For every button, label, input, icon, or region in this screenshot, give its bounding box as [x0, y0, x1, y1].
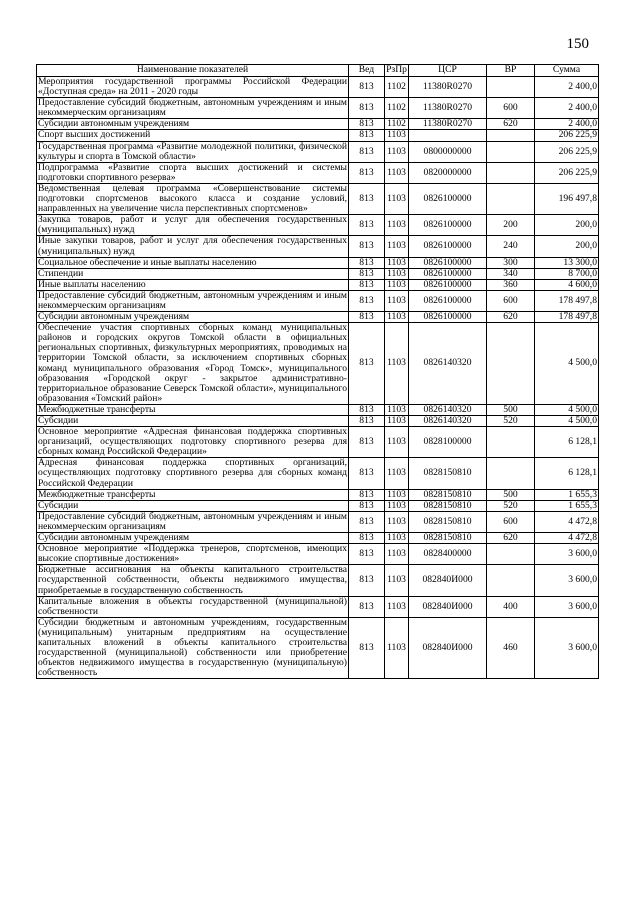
row-sum-cell: 4 500,0 — [535, 416, 599, 427]
header-csr: ЦСР — [409, 65, 487, 77]
table-row — [37, 511, 599, 532]
row-rzpr-cell: 1103 — [385, 312, 409, 323]
row-name-cell: Бюджетные ассигнования на объекты капитального строительства государственной собственности, объекты недвижимого имущества, приобретаемые в государственную собственность — [38, 564, 347, 596]
row-name-cell: Предоставление субсидий бюджетным, автономным учреждениям и иным некоммерческим организациям — [38, 289, 347, 311]
row-rzpr-cell: 1102 — [385, 98, 409, 119]
budget-table — [36, 64, 599, 679]
row-csr-cell: 0826100000 — [409, 215, 487, 236]
table-row — [37, 416, 599, 427]
table-row — [37, 236, 599, 257]
table-row — [37, 617, 599, 679]
row-ved-cell: 813 — [349, 617, 385, 679]
row-csr-cell: 0828400000 — [409, 544, 487, 565]
row-vr-cell: 620 — [487, 533, 535, 544]
row-vr-cell: 520 — [487, 416, 535, 427]
row-ved-cell: 813 — [349, 511, 385, 532]
table-row — [37, 119, 599, 130]
row-sum-cell: 4 500,0 — [535, 404, 599, 415]
table-row — [37, 290, 599, 311]
row-sum-cell: 1 655,3 — [535, 489, 599, 500]
row-rzpr-cell: 1103 — [385, 458, 409, 489]
row-rzpr-cell: 1103 — [385, 416, 409, 427]
row-ved-cell: 813 — [349, 489, 385, 500]
row-vr-cell: 600 — [487, 98, 535, 119]
header-name: Наименование показателей — [37, 65, 349, 77]
row-vr-cell — [487, 183, 535, 214]
row-name-cell: Субсидии автономным учреждениям — [37, 312, 349, 323]
table-row — [37, 404, 599, 415]
row-name-cell: Основное мероприятие «Поддержка тренеров, спортсменов, имеющих высокие спортивные достижения» — [38, 543, 347, 565]
row-rzpr-cell: 1103 — [385, 596, 409, 617]
row-vr-cell: 520 — [487, 500, 535, 511]
row-ved-cell: 813 — [349, 268, 385, 279]
row-vr-cell: 620 — [487, 119, 535, 130]
row-rzpr-cell: 1103 — [385, 427, 409, 458]
row-vr-cell: 600 — [487, 511, 535, 532]
row-csr-cell: 0826140320 — [409, 416, 487, 427]
row-rzpr-cell: 1103 — [385, 500, 409, 511]
row-ved-cell: 813 — [349, 533, 385, 544]
row-name-cell: Адресная финансовая поддержка спортивных организаций, осуществляющих подготовку спортивного резерва для сборных команд Российской Федерации — [38, 457, 347, 489]
row-ved-cell: 813 — [349, 596, 385, 617]
row-rzpr-cell: 1103 — [385, 236, 409, 257]
row-sum-cell: 3 600,0 — [535, 596, 599, 617]
row-csr-cell: 082840И000 — [409, 617, 487, 679]
row-sum-cell: 8 700,0 — [535, 268, 599, 279]
row-csr-cell: 0820000000 — [409, 162, 487, 183]
row-csr-cell: 0826100000 — [409, 268, 487, 279]
row-sum-cell: 6 128,1 — [535, 458, 599, 489]
header-rzpr: РзПр — [386, 64, 407, 76]
row-ved-cell: 813 — [349, 416, 385, 427]
header-ved: Вед — [349, 65, 385, 77]
row-name-cell: Иные выплаты населению — [37, 279, 349, 290]
row-sum-cell: 3 600,0 — [535, 544, 599, 565]
row-csr-cell: 0826100000 — [409, 183, 487, 214]
row-ved-cell: 813 — [349, 404, 385, 415]
row-name-cell: Предоставление субсидий бюджетным, автономным учреждениям и иным некоммерческим организациям — [38, 510, 347, 532]
row-vr-cell: 600 — [487, 290, 535, 311]
row-name-cell: Субсидии автономным учреждениям — [37, 119, 349, 130]
table-row — [37, 130, 599, 141]
row-sum-cell: 206 225,9 — [535, 141, 599, 162]
row-ved-cell: 813 — [349, 162, 385, 183]
row-ved-cell: 813 — [349, 141, 385, 162]
row-sum-cell: 200,0 — [535, 215, 599, 236]
table-row — [37, 427, 599, 458]
row-ved-cell: 813 — [349, 544, 385, 565]
row-ved-cell: 813 — [349, 257, 385, 268]
row-rzpr-cell: 1103 — [385, 162, 409, 183]
row-rzpr-cell: 1103 — [385, 617, 409, 679]
row-sum-cell: 196 497,8 — [535, 183, 599, 214]
row-sum-cell: 4 600,0 — [535, 279, 599, 290]
row-sum-cell: 6 128,1 — [535, 427, 599, 458]
row-ved-cell: 813 — [349, 215, 385, 236]
row-ved-cell: 813 — [349, 500, 385, 511]
row-ved-cell: 813 — [349, 427, 385, 458]
row-rzpr-cell: 1103 — [385, 290, 409, 311]
row-csr-cell: 0800000000 — [409, 141, 487, 162]
row-csr-cell: 0826100000 — [409, 257, 487, 268]
row-name-cell: Мероприятия государственной программы Российской Федерации «Доступная среда» на 2011 - 2020 годы — [38, 76, 347, 98]
row-sum-cell: 200,0 — [535, 236, 599, 257]
row-rzpr-cell: 1103 — [385, 511, 409, 532]
row-vr-cell: 620 — [487, 312, 535, 323]
row-sum-cell: 3 600,0 — [535, 565, 599, 596]
row-sum-cell: 13 300,0 — [535, 257, 599, 268]
row-rzpr-cell: 1103 — [385, 141, 409, 162]
row-name-cell: Государственная программа «Развитие молодежной политики, физической культуры и спорта в Томской области» — [38, 140, 347, 162]
row-name-cell: Субсидии бюджетным и автономным учреждениям, государственным (муниципальным) унитарным предприятиям на осуществление капитальных вложений в объекты капитального строительства государственной (муниципальной) собственности или приобретение объектов недвижимого имущества в государственную (муниципальную) собственность — [38, 616, 347, 679]
row-name-cell: Субсидии автономным учреждениям — [37, 533, 349, 544]
row-ved-cell: 813 — [349, 279, 385, 290]
table-row — [37, 268, 599, 279]
row-csr-cell: 0828150810 — [409, 533, 487, 544]
row-vr-cell — [487, 162, 535, 183]
table-row — [37, 533, 599, 544]
table-row — [37, 458, 599, 489]
row-csr-cell: 0828150810 — [409, 500, 487, 511]
row-csr-cell: 0826100000 — [409, 290, 487, 311]
row-vr-cell: 340 — [487, 268, 535, 279]
row-ved-cell: 813 — [349, 98, 385, 119]
table-row — [37, 257, 599, 268]
row-csr-cell: 082840И000 — [409, 596, 487, 617]
row-name-cell: Спорт высших достижений — [37, 130, 349, 141]
row-ved-cell: 813 — [349, 565, 385, 596]
row-csr-cell: 0826140320 — [409, 323, 487, 405]
row-sum-cell: 4 472,8 — [535, 533, 599, 544]
row-vr-cell: 200 — [487, 215, 535, 236]
page-number: 150 — [566, 36, 589, 52]
table-row — [37, 323, 599, 405]
row-csr-cell: 11380R0270 — [409, 77, 487, 98]
table-row — [37, 489, 599, 500]
row-name-cell: Межбюджетные трансферты — [37, 404, 349, 415]
row-vr-cell: 360 — [487, 279, 535, 290]
row-vr-cell — [487, 323, 535, 405]
table-row — [37, 77, 599, 98]
row-csr-cell: 082840И000 — [409, 565, 487, 596]
row-rzpr-cell: 1103 — [385, 183, 409, 214]
row-ved-cell: 813 — [349, 458, 385, 489]
row-csr-cell: 11380R0270 — [409, 98, 487, 119]
table-row — [37, 312, 599, 323]
table-row — [37, 98, 599, 119]
row-rzpr-cell: 1102 — [385, 77, 409, 98]
row-ved-cell: 813 — [349, 77, 385, 98]
table-row — [37, 279, 599, 290]
row-name-cell: Подпрограмма «Развитие спорта высших достижений и системы подготовки спортивного резерва» — [38, 161, 347, 183]
table-row — [37, 596, 599, 617]
row-name-cell: Закупка товаров, работ и услуг для обеспечения государственных (муниципальных) нужд — [38, 214, 347, 236]
row-name-cell: Основное мероприятие «Адресная финансовая поддержка спортивных организаций, осуществляющих подготовку спортивного резерва для сборных команд Российской Федерации» — [38, 426, 347, 458]
row-name-cell: Субсидии — [37, 500, 349, 511]
row-vr-cell: 400 — [487, 596, 535, 617]
row-sum-cell: 3 600,0 — [535, 617, 599, 679]
table-row — [37, 162, 599, 183]
row-name-cell: Субсидии — [37, 416, 349, 427]
row-vr-cell: 460 — [487, 617, 535, 679]
row-csr-cell — [409, 130, 487, 141]
row-name-cell: Ведомственная целевая программа «Совершенствование системы подготовки спортсменов высокого класса и создание условий, направленных на увеличение числа перспективных спортсменов» — [38, 182, 347, 215]
table-row — [37, 500, 599, 511]
row-name-cell: Межбюджетные трансферты — [37, 489, 349, 500]
row-rzpr-cell: 1103 — [385, 279, 409, 290]
row-csr-cell: 0826100000 — [409, 312, 487, 323]
row-vr-cell: 240 — [487, 236, 535, 257]
row-sum-cell: 1 655,3 — [535, 500, 599, 511]
row-rzpr-cell: 1103 — [385, 215, 409, 236]
row-vr-cell — [487, 458, 535, 489]
table-row — [37, 215, 599, 236]
header-sum: Сумма — [535, 65, 599, 77]
row-sum-cell: 178 497,8 — [535, 312, 599, 323]
row-csr-cell: 11380R0270 — [409, 119, 487, 130]
row-vr-cell — [487, 130, 535, 141]
row-csr-cell: 0826140320 — [409, 404, 487, 415]
header-vr: ВР — [487, 65, 535, 77]
row-rzpr-cell: 1103 — [385, 544, 409, 565]
row-csr-cell: 0826100000 — [409, 279, 487, 290]
row-sum-cell: 206 225,9 — [535, 162, 599, 183]
row-rzpr-cell: 1103 — [385, 565, 409, 596]
row-csr-cell: 0828100000 — [409, 427, 487, 458]
row-sum-cell: 4 500,0 — [535, 323, 599, 405]
row-vr-cell — [487, 427, 535, 458]
row-name-cell: Стипендии — [37, 268, 349, 279]
row-rzpr-cell: 1103 — [385, 257, 409, 268]
row-ved-cell: 813 — [349, 236, 385, 257]
row-rzpr-cell: 1103 — [385, 533, 409, 544]
table-row — [37, 183, 599, 214]
row-vr-cell — [487, 544, 535, 565]
row-sum-cell: 2 400,0 — [535, 119, 599, 130]
row-rzpr-cell: 1102 — [385, 119, 409, 130]
table-header-row — [37, 65, 599, 77]
row-sum-cell: 4 472,8 — [535, 511, 599, 532]
row-name-cell: Обеспечение участия спортивных сборных команд муниципальных районов и городских округов Томской области в официальных региональных спортивных, физкультурных мероприятиях, проводимых на территории Томской области, за исключением спортивных сборных команд муниципального образования «Город Томск», муниципального образования «Городской округ - закрытое административно-территориальное образование Северск Томской области», муниципального образования «Томский район» — [38, 322, 347, 404]
row-vr-cell: 500 — [487, 489, 535, 500]
row-name-cell: Капитальные вложения в объекты государственной (муниципальной) собственности — [38, 595, 347, 617]
row-ved-cell: 813 — [349, 119, 385, 130]
table-row — [37, 565, 599, 596]
row-ved-cell: 813 — [349, 183, 385, 214]
row-name-cell: Иные закупки товаров, работ и услуг для обеспечения государственных (муниципальных) нужд — [38, 235, 347, 257]
row-sum-cell: 2 400,0 — [535, 98, 599, 119]
row-rzpr-cell: 1103 — [385, 489, 409, 500]
row-rzpr-cell: 1103 — [385, 323, 409, 405]
row-name-cell: Предоставление субсидий бюджетным, автономным учреждениям и иным некоммерческим организациям — [38, 97, 347, 119]
row-name-cell: Социальное обеспечение и иные выплаты населению — [37, 257, 349, 268]
row-sum-cell: 206 225,9 — [535, 130, 599, 141]
row-ved-cell: 813 — [349, 323, 385, 405]
table-row — [37, 141, 599, 162]
row-rzpr-cell: 1103 — [385, 130, 409, 141]
row-ved-cell: 813 — [349, 130, 385, 141]
row-vr-cell — [487, 77, 535, 98]
row-rzpr-cell: 1103 — [385, 404, 409, 415]
row-vr-cell — [487, 565, 535, 596]
row-ved-cell: 813 — [349, 290, 385, 311]
row-vr-cell: 500 — [487, 404, 535, 415]
table-row — [37, 544, 599, 565]
row-vr-cell: 300 — [487, 257, 535, 268]
row-csr-cell: 0828150810 — [409, 489, 487, 500]
row-rzpr-cell: 1103 — [385, 268, 409, 279]
row-csr-cell: 0828150810 — [409, 458, 487, 489]
row-sum-cell: 2 400,0 — [535, 77, 599, 98]
row-csr-cell: 0826100000 — [409, 236, 487, 257]
row-sum-cell: 178 497,8 — [535, 290, 599, 311]
row-csr-cell: 0828150810 — [409, 511, 487, 532]
row-ved-cell: 813 — [349, 312, 385, 323]
row-vr-cell — [487, 141, 535, 162]
